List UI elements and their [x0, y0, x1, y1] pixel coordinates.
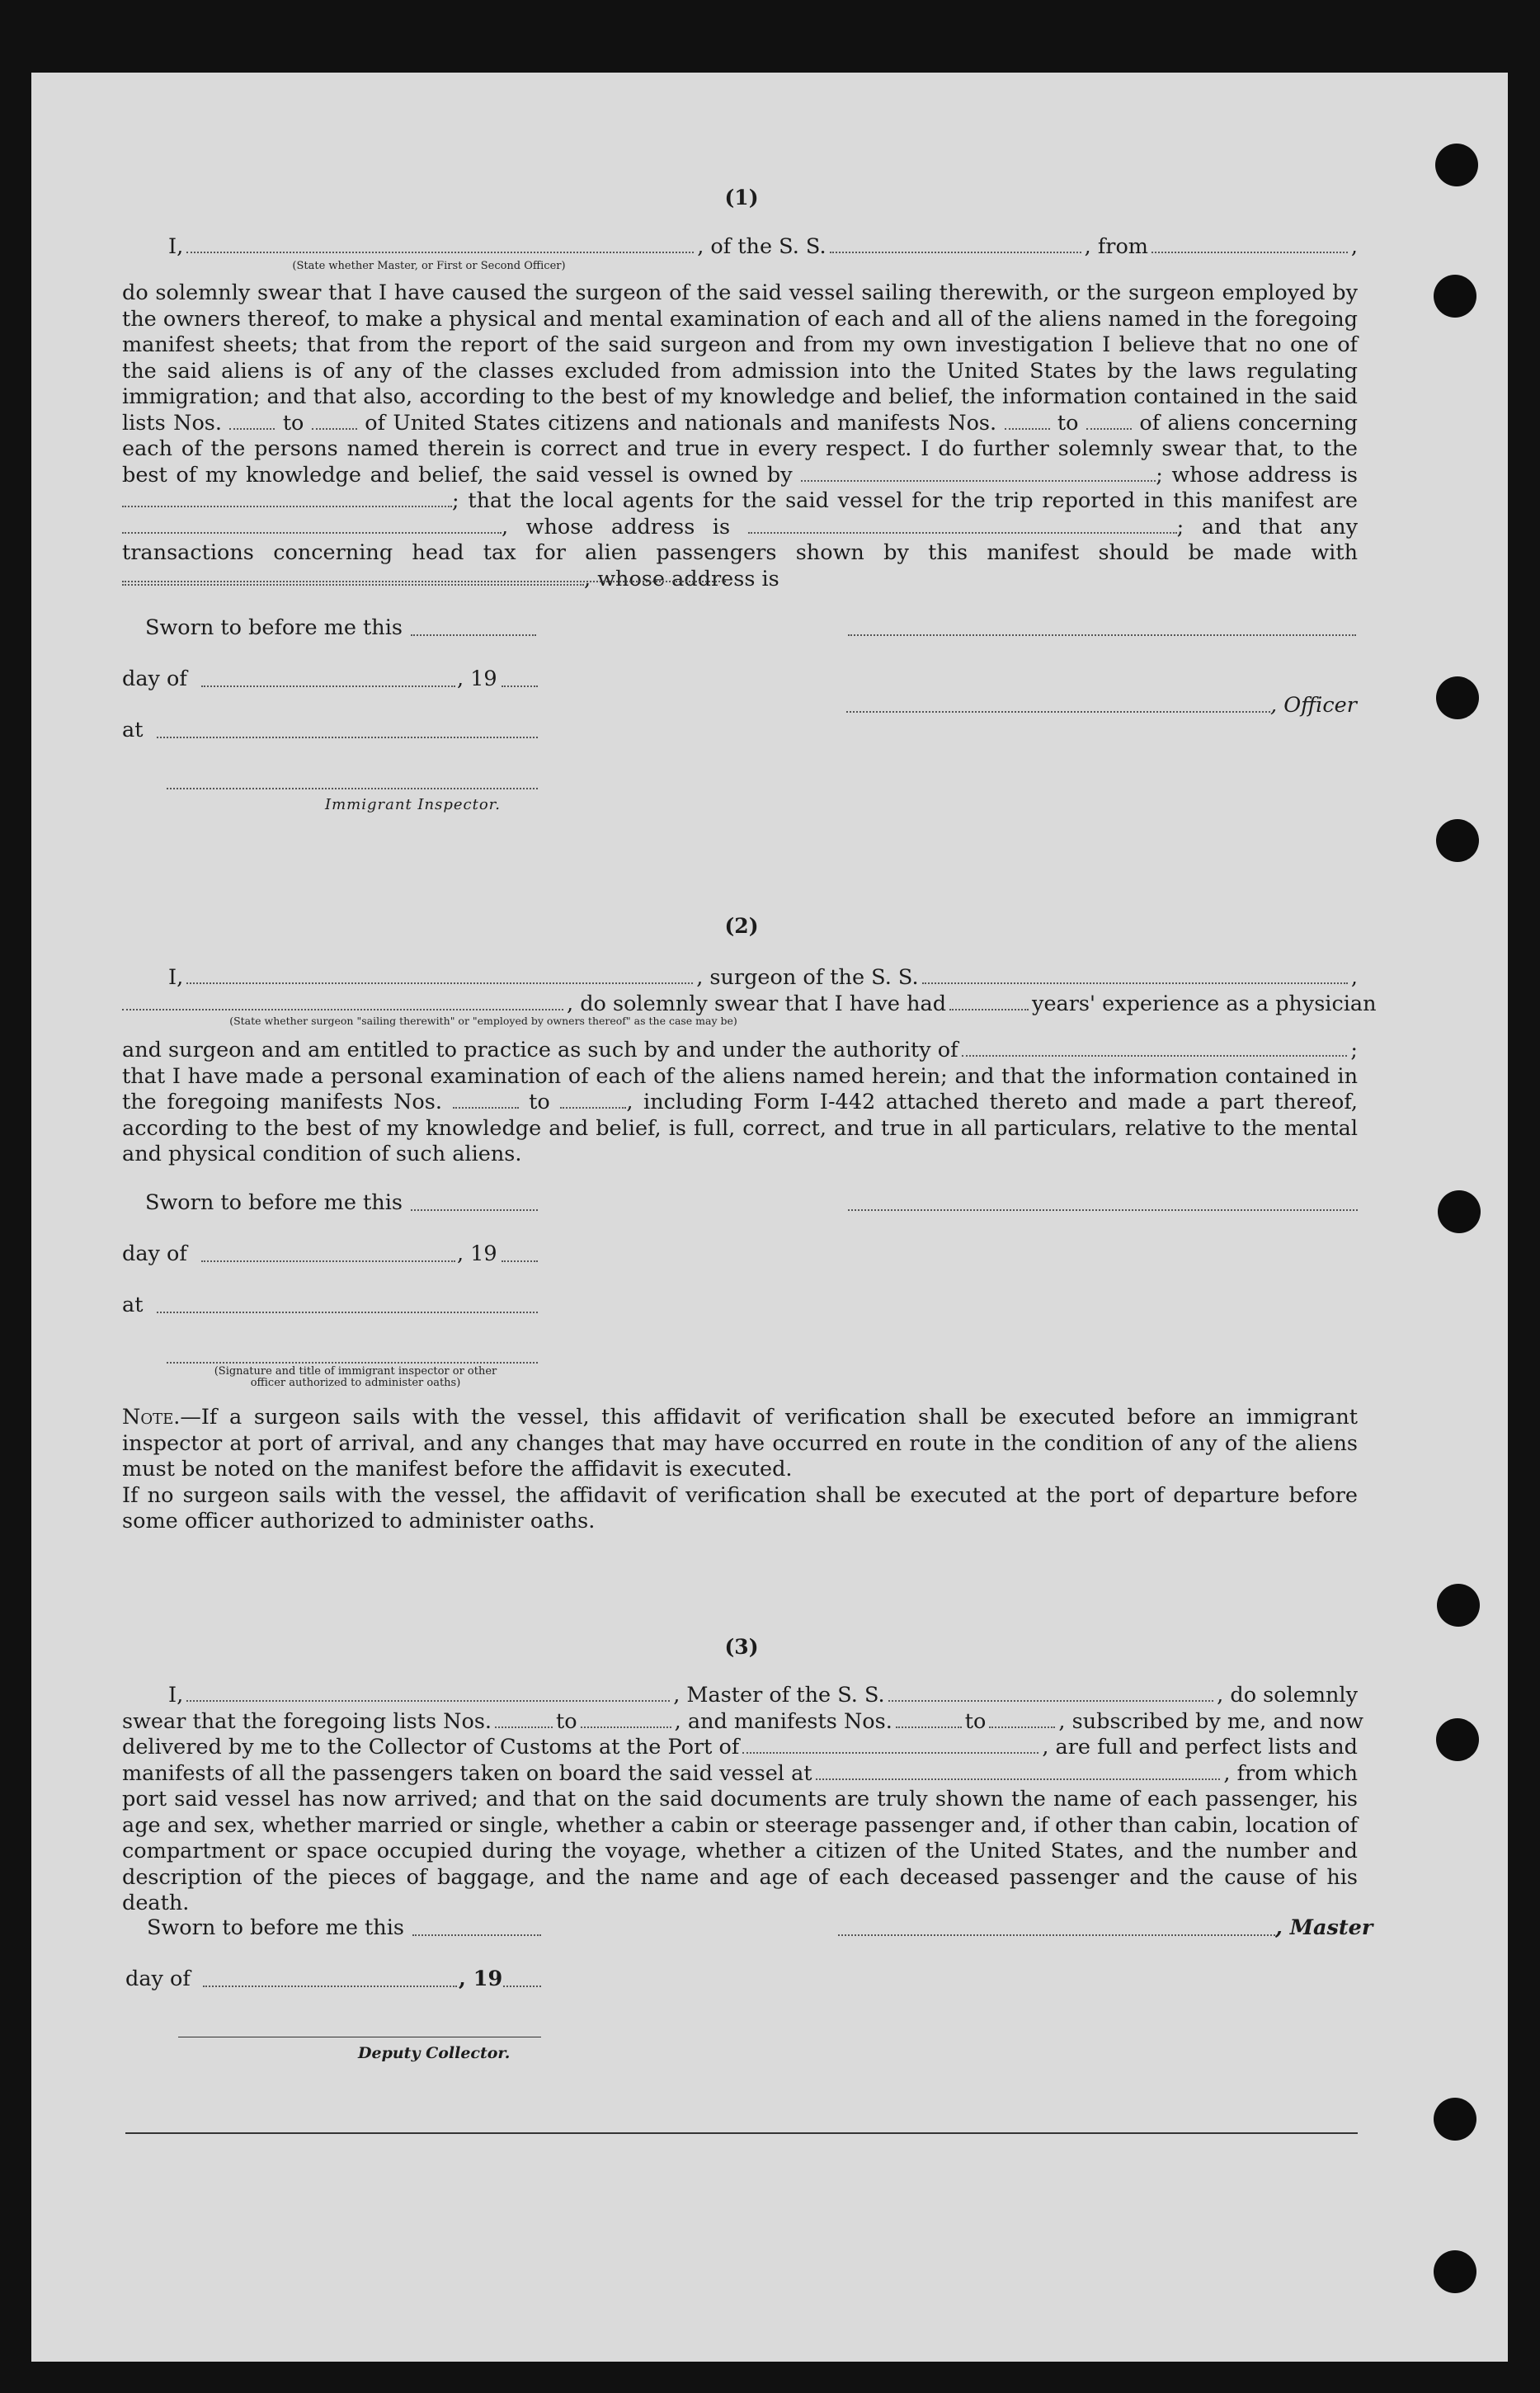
caption-officer: (State whether Master, or First or Second Officer): [292, 260, 566, 272]
body-text: swear that the foregoing lists Nos.: [122, 1708, 492, 1734]
owner-field[interactable]: [801, 464, 1156, 482]
label-to: to: [282, 410, 304, 436]
year-label: , 19: [457, 667, 497, 691]
section-2: [122, 965, 1377, 1017]
label-to: to: [964, 1708, 987, 1734]
day-of-field[interactable]: [201, 685, 455, 687]
port-line: [122, 1735, 1358, 1761]
manifests-to-field[interactable]: [1086, 412, 1132, 430]
year-field[interactable]: [502, 685, 538, 687]
punch-hole: [1434, 2098, 1476, 2141]
local-agents-field[interactable]: [122, 516, 502, 534]
lists-to-field[interactable]: [581, 1710, 671, 1728]
sworn-date-field[interactable]: [411, 634, 536, 636]
label-to: to: [1057, 410, 1079, 436]
label-i: I,: [168, 965, 184, 990]
boarding-port-field[interactable]: [816, 1762, 1221, 1780]
year-label: , 19: [459, 1967, 503, 1991]
master-name-field[interactable]: [186, 1684, 670, 1702]
agents-address-field[interactable]: [748, 516, 1177, 534]
head-tax-party-field[interactable]: [122, 568, 584, 586]
label-surgeon-of: , surgeon of the S. S.: [696, 965, 919, 990]
label-i: I,: [168, 1683, 184, 1708]
at-field[interactable]: [157, 1312, 538, 1313]
taken-line: [122, 1761, 1358, 1788]
manifests-to-field[interactable]: [560, 1091, 626, 1109]
body-text: , subscribed by me, and now: [1058, 1708, 1363, 1734]
master-line: [122, 1683, 1358, 1709]
body-text: , including Form I-442 attached thereto and made a part thereof, according to the best of my knowledge and belief, is full, correct, and true in all particulars, relative to the mental and physical condition of such aliens.: [122, 1090, 1358, 1166]
sworn-date-field[interactable]: [412, 1934, 541, 1936]
lists-to-field[interactable]: [312, 412, 357, 430]
note-label: Note.: [122, 1405, 181, 1430]
lists-from-field[interactable]: [229, 412, 275, 430]
punct: ;: [452, 488, 459, 513]
section-1: [122, 234, 1358, 261]
surgeon-status-field[interactable]: [122, 992, 563, 1010]
punch-hole: [1438, 1190, 1481, 1233]
body-text: , from which: [1223, 1760, 1358, 1786]
inspector-caption: Immigrant Inspector.: [325, 796, 502, 813]
body-text: delivered by me to the Collector of Customs at the Port of: [122, 1735, 740, 1759]
at-label: at: [122, 718, 144, 742]
body-text: manifests of all the passengers taken on board the said vessel at: [122, 1760, 812, 1786]
label-whose-address: , whose address is: [584, 566, 779, 591]
punch-hole: [1436, 676, 1479, 719]
body-text: ; and that any transactions concerning head tax for alien passengers shown by this manifest should be made with: [122, 514, 1359, 565]
label-whose-address: ; whose address is: [1156, 462, 1358, 488]
officer-signature-line[interactable]: [848, 634, 1356, 636]
body-text: years' experience as a physician: [1032, 991, 1377, 1016]
section-3: [122, 1683, 1363, 1917]
punct: ;: [1350, 1038, 1358, 1062]
master-ship-field[interactable]: [888, 1684, 1214, 1702]
master-label: , Master: [1275, 1915, 1373, 1940]
manifests-to-field[interactable]: [989, 1710, 1055, 1728]
surgeon-line: [122, 965, 1358, 992]
surgeon-ship-field[interactable]: [922, 966, 1348, 984]
body-text: and surgeon and am entitled to practice as such by and under the authority of: [122, 1038, 958, 1062]
authority-line: [122, 1038, 1358, 1064]
section-number: (2): [724, 914, 759, 938]
body-text: that I have made a personal examination of each of the aliens named herein; and that the information contained in the foregoing manifests Nos.: [122, 1063, 1358, 1114]
note-block: [122, 1405, 1358, 1535]
label-from: , from: [1084, 234, 1148, 259]
year-field[interactable]: [502, 1260, 538, 1262]
officer-signature-line[interactable]: [848, 1209, 1358, 1211]
collector-signature-line[interactable]: [178, 2036, 541, 2037]
caption-surgeon: (State whether surgeon "sailing therewith" or "employed by owners thereof" as the case may be): [229, 1015, 737, 1027]
label-comma: ,: [1350, 234, 1358, 259]
punch-hole: [1435, 144, 1478, 186]
day-of-field[interactable]: [201, 1260, 455, 1262]
at-field[interactable]: [157, 737, 538, 738]
signature-caption: (Signature and title of immigrant inspector or other officer authorized to administer oaths): [214, 1365, 497, 1389]
authority-field[interactable]: [962, 1039, 1348, 1057]
year-label: , 19: [457, 1241, 497, 1266]
master-signature-line[interactable]: [838, 1934, 1275, 1936]
port-field[interactable]: [742, 1736, 1038, 1754]
inspector-signature-line[interactable]: [167, 1362, 538, 1364]
note-text-2: If no surgeon sails with the vessel, the affidavit of verification shall be executed at the port of departure before some officer authorized to administer oaths.: [122, 1482, 1358, 1533]
label-master-of: , Master of the S. S.: [673, 1683, 885, 1708]
officer-label: , Officer: [1270, 693, 1357, 718]
day-of-field[interactable]: [203, 1986, 457, 1987]
years-field[interactable]: [949, 992, 1029, 1010]
label-to: to: [529, 1090, 550, 1114]
body-text: port said vessel has now arrived; and that on the said documents are truly shown the name of each passenger, his age and sex, whether married or single, whether a cabin or steerage passenger and, if other than cabin, location of compartment or space occupied during the voyage, whether a citizen of the United States, and the number and description of the pieces of baggage, and the name and age of each deceased passenger and the cause of his death.: [122, 1787, 1358, 1915]
label-of-ss: , of the S. S.: [697, 234, 827, 259]
from-port-field[interactable]: [1151, 235, 1348, 253]
label-to: to: [556, 1708, 577, 1734]
manifests-from-field[interactable]: [453, 1091, 519, 1109]
section-number: (1): [724, 186, 759, 210]
body-text: that the local agents for the said vessel for the trip reported in this manifest are: [468, 488, 1358, 513]
section-number: (3): [724, 1635, 759, 1659]
section-1-body: [122, 280, 1358, 592]
head-tax-address-field[interactable]: [122, 581, 726, 582]
sworn-label: Sworn to before me this: [145, 1190, 403, 1215]
body-text: , do solemnly swear that I have had: [567, 991, 947, 1016]
surgeon-name-field[interactable]: [186, 966, 693, 984]
sworn-label: Sworn to before me this: [145, 615, 403, 640]
manifests-from-field[interactable]: [896, 1710, 962, 1728]
owner-address-field[interactable]: [122, 489, 452, 507]
punct: ,: [1350, 965, 1358, 990]
day-of-label: day of: [122, 667, 187, 691]
body-text: , do solemnly: [1217, 1683, 1358, 1708]
manifests-from-field[interactable]: [1005, 412, 1050, 430]
label-i: I,: [168, 234, 184, 259]
note-text: —If a surgeon sails with the vessel, this affidavit of verification shall be executed before an immigrant inspector at port of arrival, and any changes that may have occurred en route in the condition of any of the aliens must be noted on the manifest before the affidavit is executed.: [122, 1405, 1358, 1481]
body-text: , are full and perfect lists and: [1042, 1735, 1358, 1759]
body-text: of aliens concerning each of the persons named therein is correct and true in every respect. I do further solemnly swear that, to the best of my knowledge and belief, the said vessel is owned by: [122, 410, 1358, 488]
punch-hole: [1436, 819, 1479, 862]
punch-hole: [1437, 1584, 1480, 1627]
day-of-label: day of: [122, 1241, 187, 1266]
lists-from-field[interactable]: [495, 1710, 553, 1728]
sworn-date-field[interactable]: [411, 1209, 538, 1211]
officer-line: [122, 234, 1358, 261]
inspector-signature-line[interactable]: [167, 788, 538, 789]
ship-name-field[interactable]: [830, 235, 1081, 253]
body-text: do solemnly swear that I have caused the surgeon of the said vessel sailing therewith, or the surgeon employed by the owners thereof, to make a physical and mental examination of each and all of the aliens named in the foregoing manifest sheets; that from the report of the said surgeon and from my own investigation I believe that no one of the said aliens is of any of the classes excluded from admission into the United States by the laws regulating immigration; and that also, according to the best of my knowledge and belief, the information contained in the said lists Nos.: [122, 280, 1358, 436]
year-field[interactable]: [503, 1986, 541, 1987]
section-2-body: [122, 1038, 1358, 1168]
sworn-label: Sworn to before me this: [147, 1915, 404, 1940]
label-whose-address: whose address is: [525, 514, 731, 539]
day-of-label: day of: [125, 1967, 191, 1991]
punct: ,: [502, 514, 509, 539]
body-text: of United States citizens and nationals and manifests Nos.: [365, 410, 997, 436]
punch-hole: [1434, 2250, 1476, 2293]
at-label: at: [122, 1293, 144, 1317]
punch-hole: [1436, 1718, 1479, 1761]
bottom-rule: [125, 2132, 1358, 2134]
lists-line: [122, 1708, 1363, 1736]
officer-title-line[interactable]: [846, 711, 1270, 713]
body-text: , and manifests Nos.: [674, 1708, 892, 1734]
deputy-collector-caption: Deputy Collector.: [358, 2044, 511, 2062]
experience-line: [122, 991, 1377, 1018]
punch-hole: [1434, 275, 1476, 318]
officer-name-field[interactable]: [186, 235, 694, 253]
